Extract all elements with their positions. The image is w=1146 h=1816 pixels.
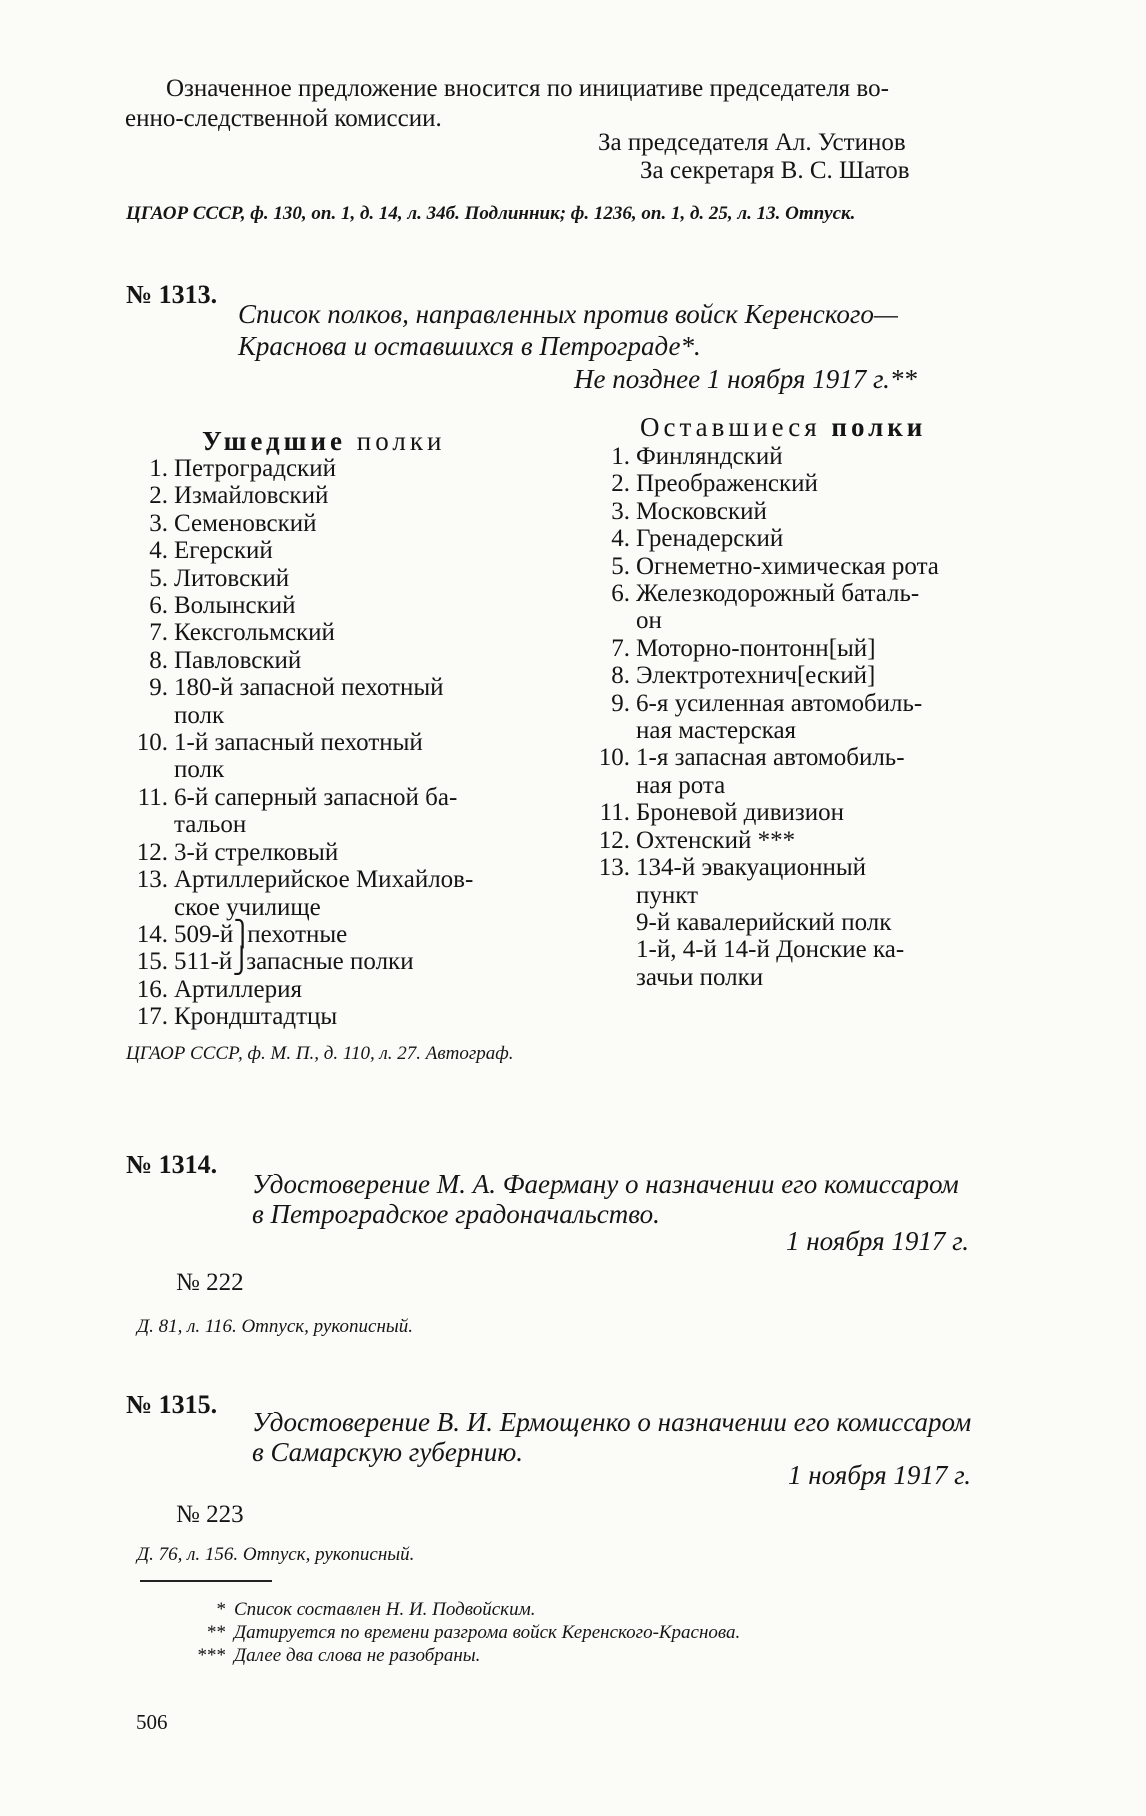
brace-top: ⎫ <box>233 920 252 948</box>
list-item: 6. Железкодорожный баталь- <box>611 580 920 608</box>
list-item: ная мастерская <box>636 717 797 745</box>
list-item: 3. Семеновский <box>149 509 317 537</box>
signature-chairman: За председателя Ал. Устинов <box>598 129 906 156</box>
doc-1313-title-line-1: Список полков, направленных против войск Керенского— <box>238 299 898 329</box>
list-item: 2. Измайловский <box>149 482 329 510</box>
list-item: 9. 6-я усиленная автомобиль- <box>611 689 923 717</box>
list-item: 4. Гренадерский <box>611 525 784 553</box>
doc-1315-date: 1 ноября 1917 г. <box>788 1460 972 1490</box>
doc-1313-number: № 1313. <box>126 280 218 309</box>
list-item: 1. Петроградский <box>149 455 336 482</box>
doc-1314-title-line-1: Удостоверение М. А. Фаерману о назначении его комиссаром <box>252 1169 959 1199</box>
list-item: он <box>636 607 662 635</box>
list-item: 14. 509-й⎫пехотные <box>136 920 348 948</box>
doc-1314-reg-number: № 222 <box>176 1269 244 1296</box>
doc-1314-date: 1 ноября 1917 г. <box>786 1226 970 1256</box>
list-item: 7. Кексгольмский <box>149 619 335 647</box>
list-item: полк <box>174 756 225 784</box>
list-item: 16. Артиллерия <box>136 975 302 1003</box>
right-column-header <box>640 412 926 443</box>
right-header-word1: Оставшиеся <box>640 412 821 442</box>
list-item: 7. Моторно-понтонн[ый] <box>611 634 876 662</box>
doc-1315-title-line-2: в Самарскую губернию. <box>252 1437 524 1467</box>
list-item: 12. Охтенский *** <box>598 826 796 854</box>
intro-source: ЦГАОР СССР, ф. 130, оп. 1, д. 14, л. 34б. Подлинник; ф. 1236, оп. 1, д. 25, л. 13. Отпуск. <box>126 203 856 224</box>
list-item: 13. Артиллерийское Михайлов- <box>136 866 474 894</box>
list-item: 8. Павловский <box>149 646 302 674</box>
brace-top-label: пехотные <box>247 920 348 948</box>
doc-1314-title-line-2: в Петроградское градоначальство. <box>252 1199 660 1229</box>
list-item: 5. Огнеметно-химическая рота <box>611 552 939 580</box>
doc-1315-title-line-1: Удостоверение В. И. Ермощенко о назначении его комиссаром <box>252 1407 972 1437</box>
footnote-1: * Список составлен Н. И. Подвойским. <box>216 1599 536 1620</box>
departed-regiments-list <box>128 455 473 1031</box>
list-item: пункт <box>636 881 698 909</box>
list-item: 15. 511-й⎭запасные полки <box>136 948 414 976</box>
footnote-2: ** Датируется по времени разгрома войск Керенского-Краснова. <box>207 1622 741 1643</box>
footnote-3: *** Далее два слова не разобраны. <box>197 1645 481 1666</box>
left-header-word1: Ушедшие <box>202 426 347 456</box>
list-item: 17. Крондштадтцы <box>136 1003 338 1031</box>
list-item: 3. Московский <box>611 497 767 525</box>
left-column-header <box>202 426 445 457</box>
list-item: 8. Электротехнич[еский] <box>611 662 876 690</box>
brace-bottom-label: запасные полки <box>246 948 414 976</box>
list-item: 9. 180-й запасной пехотный <box>149 674 444 702</box>
list-item: 13. 134-й эвакуационный <box>598 854 867 882</box>
doc-1314-source: Д. 81, л. 116. Отпуск, рукописный. <box>137 1316 413 1337</box>
list-item: полк <box>174 701 225 729</box>
doc-1313-title-line-2: Краснова и оставшихся в Петрограде*. <box>238 331 701 361</box>
doc-1314-number: № 1314. <box>126 1150 218 1179</box>
list-item: 9-й кавалерийский полк <box>636 908 892 936</box>
doc-1313-date: Не позднее 1 ноября 1917 г.** <box>574 364 917 394</box>
list-item: 11. 6-й саперный запасной ба- <box>137 783 458 811</box>
right-header-word2: полки <box>831 412 927 442</box>
list-item: 5. Литовский <box>149 564 290 592</box>
list-item: ная рота <box>636 771 726 799</box>
list-item: зачьи полки <box>636 963 764 991</box>
list-item: 2. Преображенский <box>611 470 818 498</box>
doc-1315-reg-number: № 223 <box>176 1501 244 1528</box>
list-item: 10. 1-й запасный пехотный <box>136 729 423 757</box>
page-number: 506 <box>136 1710 168 1734</box>
list-item: 10. 1-я запасная автомобиль- <box>598 744 905 772</box>
brace-bottom: ⎭ <box>232 948 252 976</box>
list-item: 4. Егерский <box>149 537 273 565</box>
intro-line-2: енно-следственной комиссии. <box>125 105 442 132</box>
remaining-regiments-list <box>590 443 939 991</box>
list-item: тальон <box>174 811 247 839</box>
left-header-word2: полки <box>356 426 446 456</box>
signature-secretary: За секретаря В. С. Шатов <box>640 157 910 184</box>
doc-1313-source: ЦГАОР СССР, ф. М. П., д. 110, л. 27. Автограф. <box>126 1043 514 1064</box>
footnote-rule <box>140 1580 272 1582</box>
list-item: 1. Финляндский <box>611 443 783 470</box>
list-item: ское училище <box>174 893 321 921</box>
doc-1315-source: Д. 76, л. 156. Отпуск, рукописный. <box>137 1544 415 1565</box>
doc-1315-number: № 1315. <box>126 1390 218 1419</box>
list-item: 6. Волынский <box>149 592 296 620</box>
intro-line-1: Означенное предложение вносится по инициативе председателя во- <box>166 75 889 102</box>
list-item: 11. Броневой дивизион <box>599 799 845 827</box>
list-item: 1-й, 4-й 14-й Донские ка- <box>636 936 905 964</box>
list-item: 12. 3-й стрелковый <box>136 838 339 866</box>
